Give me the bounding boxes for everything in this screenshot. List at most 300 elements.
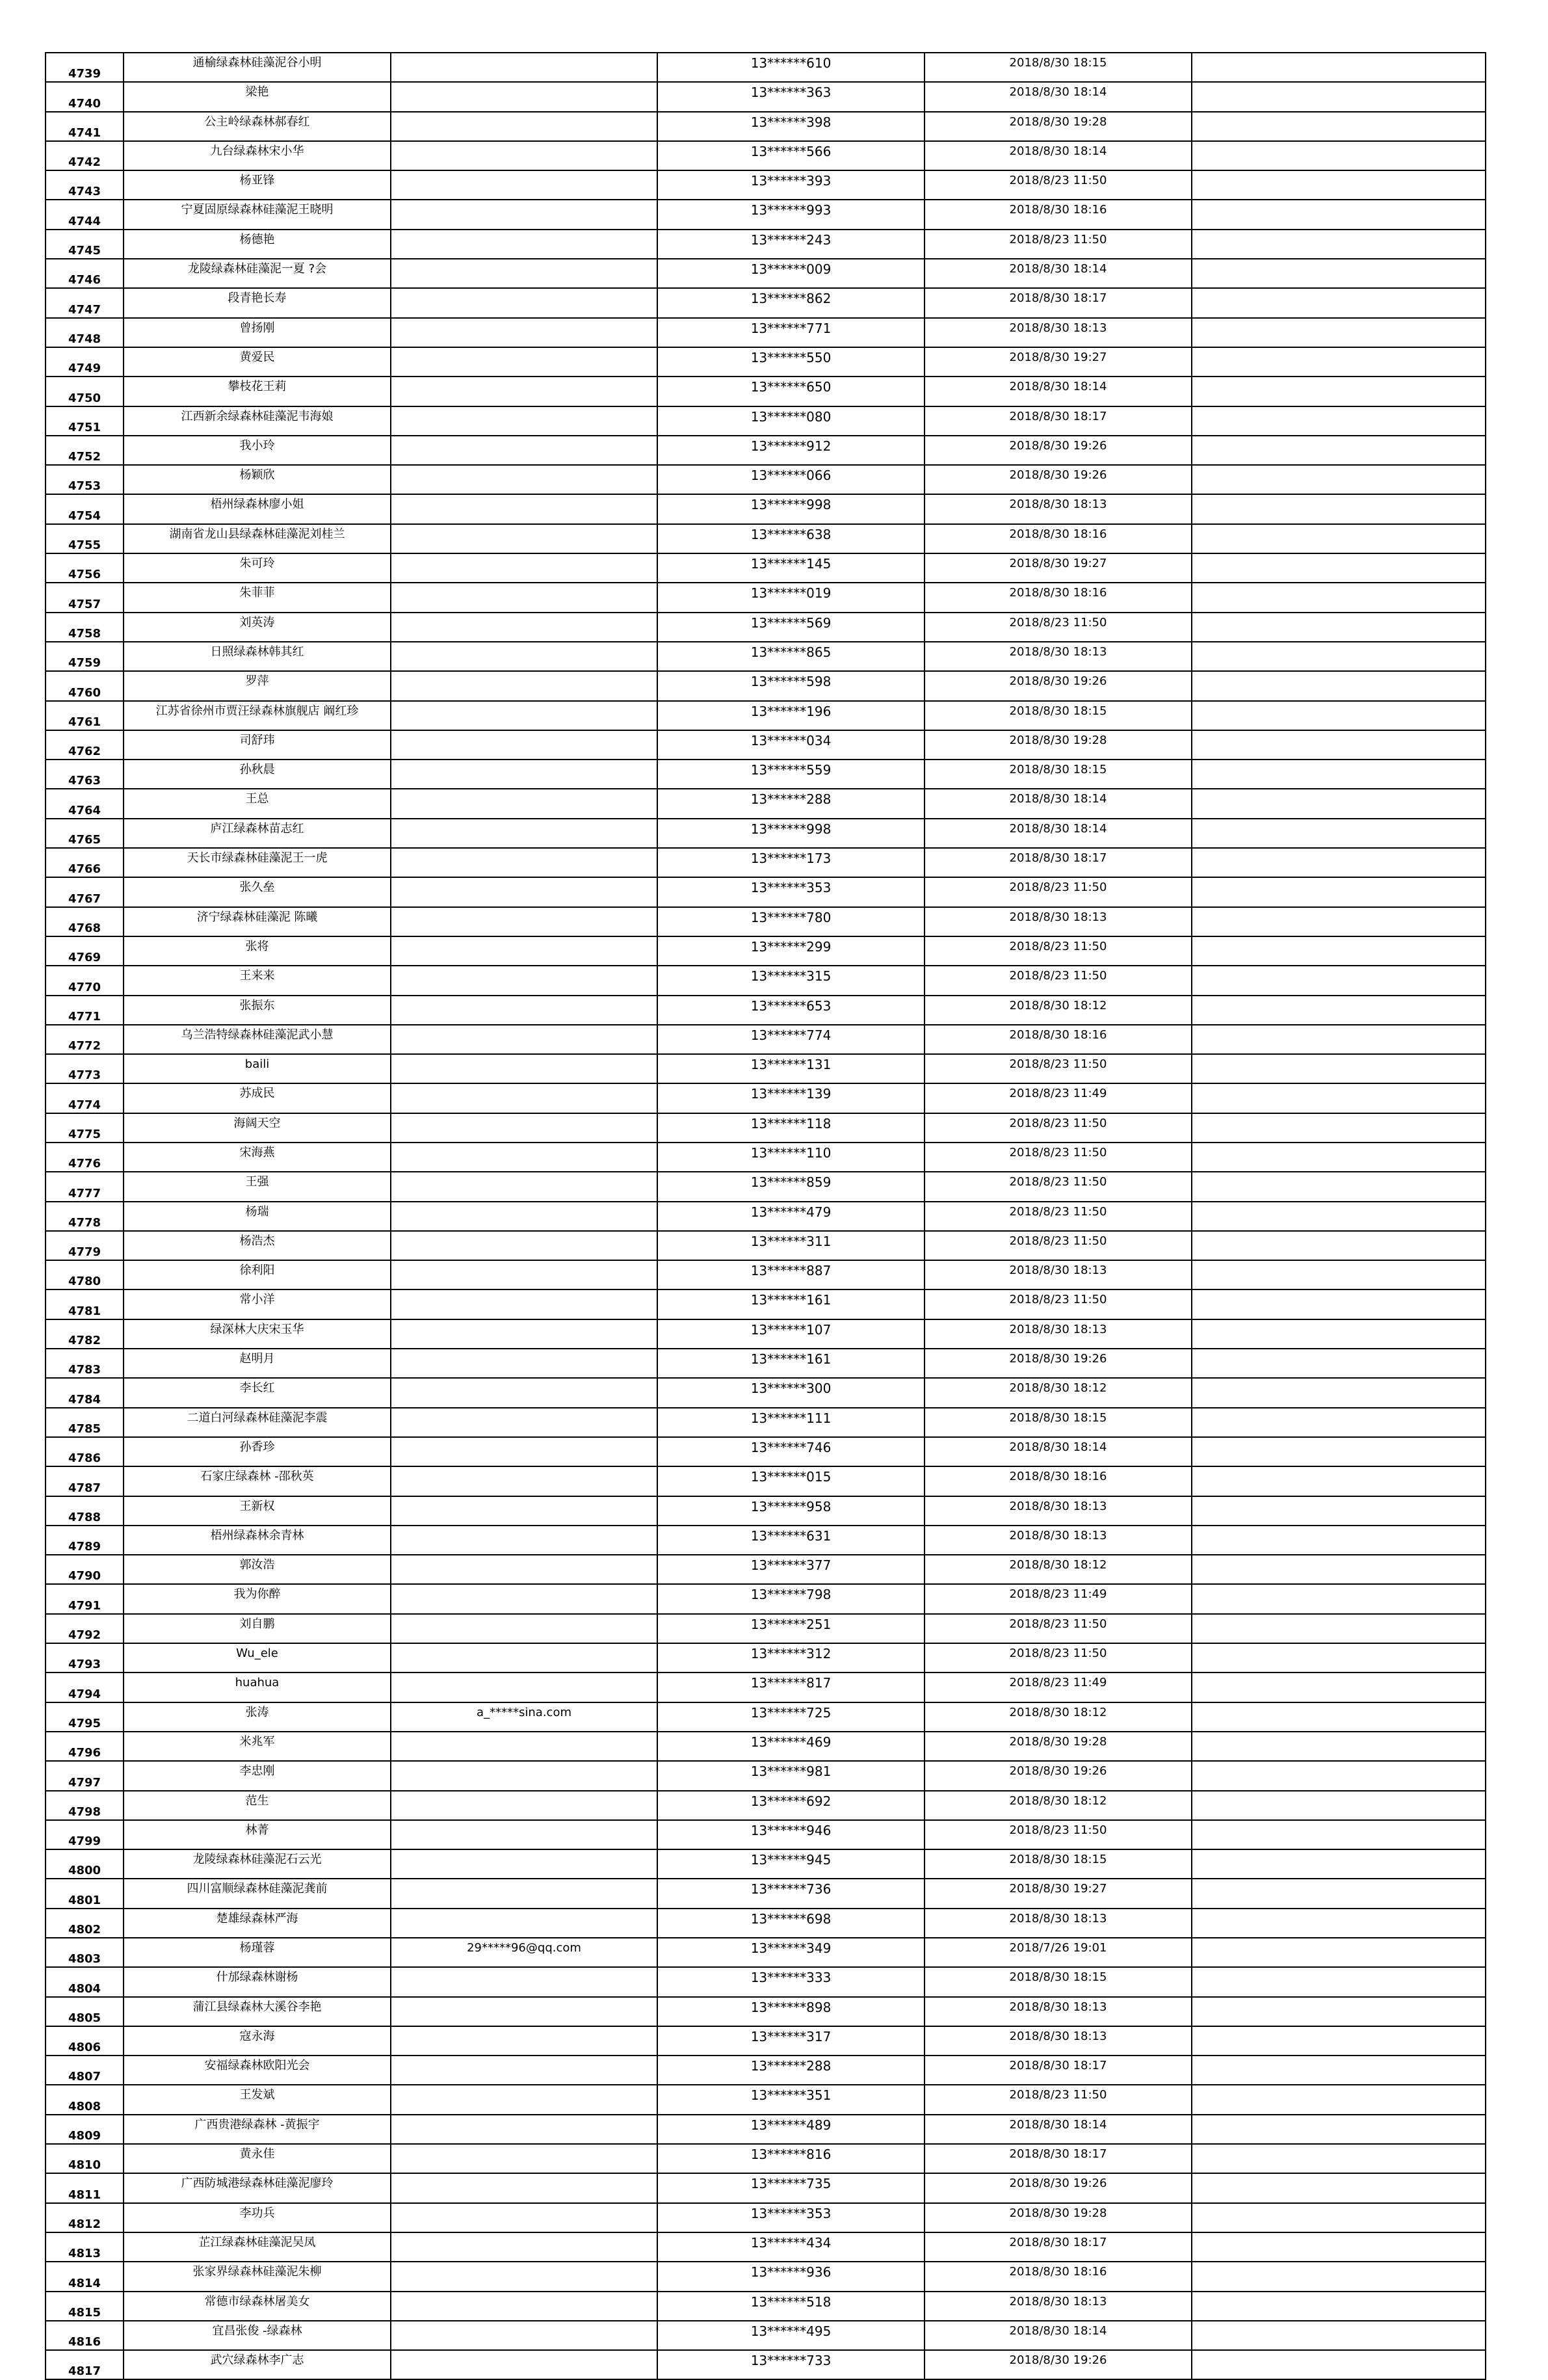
empty-cell [1192,1496,1486,1526]
name-cell: 王发斌 [124,2085,391,2114]
row-number-cell: 4799 [46,1820,124,1849]
email-cell [391,2350,657,2379]
name-cell: 常小洋 [124,1289,391,1319]
name-cell: 通榆绿森林硅藻泥谷小明 [124,53,391,82]
email-cell [391,907,657,936]
row-number-cell: 4788 [46,1496,124,1526]
email-cell [391,1879,657,1908]
table-row [46,82,1486,111]
row-number-cell: 4815 [46,2292,124,2321]
email-cell [391,1761,657,1790]
empty-cell [1192,465,1486,494]
phone-cell: 13******288 [657,2056,925,2085]
email-cell [391,1791,657,1820]
row-number-cell: 4803 [46,1938,124,1967]
row-number-cell: 4764 [46,789,124,818]
phone-cell: 13******333 [657,1967,925,1996]
empty-cell [1192,936,1486,966]
timestamp-cell: 2018/8/30 18:12 [925,1791,1192,1820]
phone-cell: 13******315 [657,966,925,995]
email-cell [391,1083,657,1113]
table-row [46,760,1486,789]
email-cell [391,112,657,141]
empty-cell [1192,406,1486,436]
email-cell [391,288,657,317]
row-number-cell: 4749 [46,347,124,377]
email-cell [391,2056,657,2085]
phone-cell: 13******780 [657,907,925,936]
email-cell [391,1555,657,1584]
table-row [46,877,1486,906]
timestamp-cell: 2018/8/30 18:12 [925,1378,1192,1407]
row-number-cell: 4740 [46,82,124,111]
table-row [46,730,1486,760]
empty-cell [1192,1025,1486,1054]
row-number-cell: 4808 [46,2085,124,2114]
phone-cell: 13******653 [657,996,925,1025]
table-row [46,230,1486,259]
table-row [46,1614,1486,1643]
email-cell [391,1349,657,1378]
phone-cell: 13******363 [657,82,925,111]
phone-cell: 13******196 [657,701,925,730]
timestamp-cell: 2018/8/30 18:16 [925,2262,1192,2291]
phone-cell: 13******353 [657,2203,925,2232]
row-number-cell: 4746 [46,259,124,288]
table-row [46,613,1486,642]
empty-cell [1192,1319,1486,1349]
timestamp-cell: 2018/8/23 11:50 [925,1231,1192,1260]
phone-cell: 13******692 [657,1791,925,1820]
email-cell [391,789,657,818]
row-number-cell: 4780 [46,1260,124,1289]
timestamp-cell: 2018/8/23 11:50 [925,1289,1192,1319]
table-row [46,789,1486,818]
timestamp-cell: 2018/8/23 11:50 [925,170,1192,200]
row-number-cell: 4771 [46,996,124,1025]
timestamp-cell: 2018/8/30 18:14 [925,141,1192,170]
phone-cell: 13******993 [657,200,925,229]
timestamp-cell: 2018/8/30 18:13 [925,642,1192,671]
timestamp-cell: 2018/8/30 18:13 [925,1997,1192,2026]
table-row [46,318,1486,347]
table-row [46,1260,1486,1289]
email-cell [391,2144,657,2173]
email-cell [391,1997,657,2026]
email-cell [391,2173,657,2202]
table-row [46,1673,1486,1702]
email-cell [391,465,657,494]
email-cell [391,1643,657,1673]
email-cell [391,1967,657,1996]
empty-cell [1192,1083,1486,1113]
empty-cell [1192,789,1486,818]
name-cell: 梧州绿森林余青林 [124,1526,391,1555]
email-cell [391,877,657,906]
timestamp-cell: 2018/8/23 11:50 [925,613,1192,642]
timestamp-cell: 2018/8/23 11:50 [925,966,1192,995]
timestamp-cell: 2018/8/30 18:12 [925,996,1192,1025]
row-number-cell: 4766 [46,848,124,877]
email-cell [391,318,657,347]
empty-cell [1192,996,1486,1025]
table-row [46,1231,1486,1260]
name-cell: 张久垒 [124,877,391,906]
table-row [46,200,1486,229]
name-cell: 我为你醉 [124,1584,391,1613]
table-row [46,936,1486,966]
email-cell [391,1054,657,1083]
name-cell: 龙陵绿森林硅藻泥一夏 ?会 [124,259,391,288]
phone-cell: 13******080 [657,406,925,436]
name-cell: huahua [124,1673,391,1702]
timestamp-cell: 2018/8/30 19:27 [925,1879,1192,1908]
table-row [46,1732,1486,1761]
phone-cell: 13******173 [657,848,925,877]
timestamp-cell: 2018/8/23 11:50 [925,1820,1192,1849]
table-row [46,494,1486,523]
email-cell [391,200,657,229]
row-number-cell: 4814 [46,2262,124,2291]
phone-cell: 13******251 [657,1614,925,1643]
phone-cell: 13******110 [657,1143,925,1172]
table-row [46,1466,1486,1496]
phone-cell: 13******139 [657,1083,925,1113]
row-number-cell: 4751 [46,406,124,436]
row-number-cell: 4817 [46,2350,124,2379]
table-row [46,701,1486,730]
table-row [46,553,1486,583]
email-cell [391,53,657,82]
table-row [46,524,1486,553]
name-cell: 杨颖欣 [124,465,391,494]
phone-cell: 13******774 [657,1025,925,1054]
timestamp-cell: 2018/8/23 11:50 [925,1113,1192,1143]
table-row [46,1083,1486,1113]
row-number-cell: 4742 [46,141,124,170]
timestamp-cell: 2018/8/30 18:13 [925,318,1192,347]
timestamp-cell: 2018/8/30 18:12 [925,1702,1192,1732]
row-number-cell: 4800 [46,1849,124,1879]
row-number-cell: 4739 [46,53,124,82]
row-number-cell: 4785 [46,1408,124,1437]
name-cell: 蒲江县绿森林大溪谷李艳 [124,1997,391,2026]
phone-cell: 13******735 [657,2173,925,2202]
phone-cell: 13******946 [657,1820,925,1849]
name-cell: 安福绿森林欧阳光会 [124,2056,391,2085]
phone-cell: 13******034 [657,730,925,760]
name-cell: 王总 [124,789,391,818]
phone-cell: 13******161 [657,1289,925,1319]
timestamp-cell: 2018/7/26 19:01 [925,1938,1192,1967]
phone-cell: 13******798 [657,1584,925,1613]
name-cell: 杨瑾蓉 [124,1938,391,1967]
empty-cell [1192,259,1486,288]
name-cell: Wu_ele [124,1643,391,1673]
name-cell: 朱菲菲 [124,583,391,612]
phone-cell: 13******936 [657,2262,925,2291]
table-row [46,1113,1486,1143]
empty-cell [1192,701,1486,730]
phone-cell: 13******479 [657,1202,925,1231]
phone-cell: 13******862 [657,288,925,317]
name-cell: 寇永海 [124,2026,391,2056]
row-number-cell: 4772 [46,1025,124,1054]
email-cell: a_*****sina.com [391,1702,657,1732]
timestamp-cell: 2018/8/30 18:15 [925,1967,1192,1996]
phone-cell: 13******145 [657,553,925,583]
name-cell: 梁艳 [124,82,391,111]
empty-cell [1192,553,1486,583]
phone-cell: 13******958 [657,1496,925,1526]
timestamp-cell: 2018/8/30 19:26 [925,2350,1192,2379]
table-row [46,1025,1486,1054]
table-row [46,1378,1486,1407]
empty-cell [1192,2085,1486,2114]
name-cell: 庐江绿森林苗志红 [124,819,391,848]
row-number-cell: 4750 [46,377,124,406]
timestamp-cell: 2018/8/30 18:14 [925,2115,1192,2144]
email-cell [391,2232,657,2262]
email-cell [391,1260,657,1289]
row-number-cell: 4784 [46,1378,124,1407]
table-row [46,2292,1486,2321]
timestamp-cell: 2018/8/23 11:50 [925,230,1192,259]
name-cell: 林菁 [124,1820,391,1849]
empty-cell [1192,2115,1486,2144]
empty-cell [1192,2026,1486,2056]
empty-cell [1192,170,1486,200]
timestamp-cell: 2018/8/23 11:50 [925,1143,1192,1172]
email-cell [391,1172,657,1201]
timestamp-cell: 2018/8/30 18:15 [925,53,1192,82]
email-cell [391,553,657,583]
email-cell [391,966,657,995]
phone-cell: 13******393 [657,170,925,200]
table-row [46,288,1486,317]
empty-cell [1192,966,1486,995]
name-cell: 绿深林大庆宋玉华 [124,1319,391,1349]
name-cell: 刘英涛 [124,613,391,642]
row-number-cell: 4794 [46,1673,124,1702]
name-cell: 孙秋晨 [124,760,391,789]
timestamp-cell: 2018/8/30 18:15 [925,760,1192,789]
table-row [46,347,1486,377]
timestamp-cell: 2018/8/30 18:14 [925,82,1192,111]
phone-cell: 13******312 [657,1643,925,1673]
email-cell [391,347,657,377]
table-row [46,2026,1486,2056]
empty-cell [1192,613,1486,642]
name-cell: baili [124,1054,391,1083]
row-number-cell: 4793 [46,1643,124,1673]
row-number-cell: 4804 [46,1967,124,1996]
name-cell: 司舒玮 [124,730,391,760]
phone-cell: 13******746 [657,1437,925,1466]
name-cell: 米兆军 [124,1732,391,1761]
timestamp-cell: 2018/8/30 18:17 [925,288,1192,317]
row-number-cell: 4744 [46,200,124,229]
name-cell: 段青艳长寿 [124,288,391,317]
email-cell [391,701,657,730]
empty-cell [1192,1820,1486,1849]
row-number-cell: 4790 [46,1555,124,1584]
table-row [46,1761,1486,1790]
table-row [46,1584,1486,1613]
email-cell [391,230,657,259]
table-row [46,1967,1486,1996]
phone-cell: 13******859 [657,1172,925,1201]
timestamp-cell: 2018/8/30 18:16 [925,200,1192,229]
phone-cell: 13******998 [657,819,925,848]
row-number-cell: 4761 [46,701,124,730]
name-cell: 宋海燕 [124,1143,391,1172]
table-row [46,377,1486,406]
name-cell: 黄爱民 [124,347,391,377]
timestamp-cell: 2018/8/23 11:49 [925,1083,1192,1113]
phone-cell: 13******998 [657,494,925,523]
name-cell: 朱可玲 [124,553,391,583]
table-row [46,465,1486,494]
empty-cell [1192,1526,1486,1555]
row-number-cell: 4776 [46,1143,124,1172]
phone-cell: 13******299 [657,936,925,966]
empty-cell [1192,2056,1486,2085]
phone-cell: 13******317 [657,2026,925,2056]
email-cell [391,259,657,288]
data-sheet [45,52,1486,2380]
name-cell: 李功兵 [124,2203,391,2232]
name-cell: 九台绿森林宋小华 [124,141,391,170]
table-row [46,2085,1486,2114]
email-cell [391,613,657,642]
row-number-cell: 4787 [46,1466,124,1496]
table-row [46,1319,1486,1349]
table-row [46,1938,1486,1967]
email-cell [391,1202,657,1231]
empty-cell [1192,1938,1486,1967]
phone-cell: 13******631 [657,1526,925,1555]
timestamp-cell: 2018/8/30 18:17 [925,406,1192,436]
empty-cell [1192,1349,1486,1378]
row-number-cell: 4763 [46,760,124,789]
timestamp-cell: 2018/8/23 11:50 [925,1172,1192,1201]
empty-cell [1192,53,1486,82]
email-cell [391,1496,657,1526]
empty-cell [1192,1437,1486,1466]
name-cell: 张振东 [124,996,391,1025]
empty-cell [1192,2350,1486,2379]
name-cell: 杨德艳 [124,230,391,259]
name-cell: 苏成民 [124,1083,391,1113]
name-cell: 日照绿森林韩其红 [124,642,391,671]
row-number-cell: 4778 [46,1202,124,1231]
name-cell: 龙陵绿森林硅藻泥石云光 [124,1849,391,1879]
name-cell: 天长市绿森林硅藻泥王一虎 [124,848,391,877]
name-cell: 芷江绿森林硅藻泥吴凤 [124,2232,391,2262]
empty-cell [1192,1054,1486,1083]
phone-cell: 13******434 [657,2232,925,2262]
email-cell [391,2292,657,2321]
name-cell: 赵明月 [124,1349,391,1378]
email-cell [391,2203,657,2232]
phone-cell: 13******066 [657,465,925,494]
email-cell [391,2085,657,2114]
row-number-cell: 4792 [46,1614,124,1643]
phone-cell: 13******598 [657,671,925,700]
email-cell [391,1289,657,1319]
phone-cell: 13******377 [657,1555,925,1584]
name-cell: 楚雄绿森林严海 [124,1909,391,1938]
timestamp-cell: 2018/8/30 18:15 [925,701,1192,730]
empty-cell [1192,141,1486,170]
phone-cell: 13******300 [657,1378,925,1407]
empty-cell [1192,1260,1486,1289]
name-cell: 杨浩杰 [124,1231,391,1260]
phone-cell: 13******353 [657,877,925,906]
row-number-cell: 4812 [46,2203,124,2232]
empty-cell [1192,82,1486,111]
row-number-cell: 4816 [46,2321,124,2350]
email-cell [391,1673,657,1702]
email-cell [391,1113,657,1143]
email-cell [391,1614,657,1643]
email-cell [391,406,657,436]
table-row [46,259,1486,288]
row-number-cell: 4755 [46,524,124,553]
table-row [46,406,1486,436]
empty-cell [1192,1584,1486,1613]
empty-cell [1192,642,1486,671]
name-cell: 孙香珍 [124,1437,391,1466]
empty-cell [1192,1289,1486,1319]
timestamp-cell: 2018/8/30 19:28 [925,1732,1192,1761]
email-cell [391,1732,657,1761]
phone-cell: 13******489 [657,2115,925,2144]
empty-cell [1192,1967,1486,1996]
row-number-cell: 4798 [46,1791,124,1820]
timestamp-cell: 2018/8/30 18:16 [925,583,1192,612]
email-cell [391,760,657,789]
name-cell: 张涛 [124,1702,391,1732]
table-row [46,1997,1486,2026]
phone-cell: 13******349 [657,1938,925,1967]
timestamp-cell: 2018/8/30 18:13 [925,907,1192,936]
empty-cell [1192,436,1486,465]
email-cell [391,1466,657,1496]
email-cell [391,1909,657,1938]
table-row [46,1702,1486,1732]
timestamp-cell: 2018/8/30 18:16 [925,1025,1192,1054]
email-cell [391,141,657,170]
email-cell: 29*****96@qq.com [391,1938,657,1967]
phone-cell: 13******771 [657,318,925,347]
email-cell [391,848,657,877]
email-cell [391,1319,657,1349]
empty-cell [1192,1761,1486,1790]
empty-cell [1192,1378,1486,1407]
name-cell: 广西防城港绿森林硅藻泥廖玲 [124,2173,391,2202]
empty-cell [1192,524,1486,553]
table-body [46,53,1486,2379]
table-row [46,1289,1486,1319]
empty-cell [1192,1202,1486,1231]
empty-cell [1192,877,1486,906]
empty-cell [1192,1997,1486,2026]
row-number-cell: 4805 [46,1997,124,2026]
row-number-cell: 4765 [46,819,124,848]
timestamp-cell: 2018/8/30 18:13 [925,1319,1192,1349]
